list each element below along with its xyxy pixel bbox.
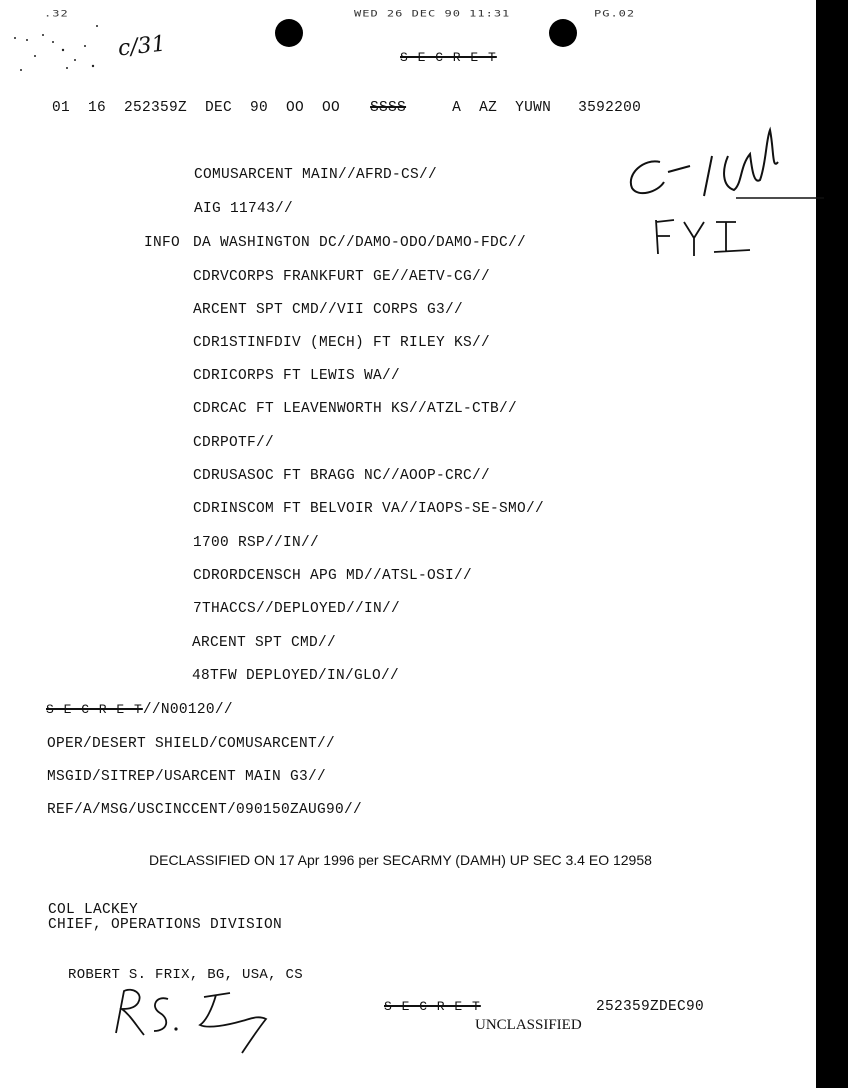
handwritten-routing-mark xyxy=(624,100,824,210)
declassified-notice: DECLASSIFIED ON 17 Apr 1996 per SECARMY (DAMH) UP SEC 3.4 EO 12958 xyxy=(149,852,652,868)
footer-unclassified: UNCLASSIFIED xyxy=(475,1017,582,1033)
poc-title: CHIEF, OPERATIONS DIVISION xyxy=(48,917,283,933)
poc-name: COL LACKEY xyxy=(48,902,139,918)
addressee-aig: AIG 11743// xyxy=(194,201,294,217)
info-addressee: CDRORDCENSCH APG MD//ATSL-OSI// xyxy=(193,568,473,584)
signer-block: ROBERT S. FRIX, BG, USA, CS xyxy=(68,967,303,983)
footer-dtg: 252359ZDEC90 xyxy=(596,999,705,1015)
handwritten-note-top-left: c/31 xyxy=(116,31,167,62)
info-addressee: CDR1STINFDIV (MECH) FT RILEY KS// xyxy=(193,335,491,351)
classification-line-struck: S E C R E T xyxy=(46,702,143,717)
info-addressee: CDRUSASOC FT BRAGG NC//AOOP-CRC// xyxy=(193,468,491,484)
handwritten-signature xyxy=(108,985,278,1055)
info-addressee: 48TFW DEPLOYED/IN/GLO// xyxy=(192,668,400,684)
classification-footer: S E C R E T xyxy=(384,999,481,1014)
info-addressee: ARCENT SPT CMD//VII CORPS G3// xyxy=(193,302,464,318)
info-addressee: 1700 RSP//IN// xyxy=(193,535,320,551)
info-addressee: 7THACCS//DEPLOYED//IN// xyxy=(193,601,401,617)
body-line-ref: REF/A/MSG/USCINCCENT/090150ZAUG90// xyxy=(47,802,363,818)
info-addressee: DA WASHINGTON DC//DAMO-ODO/DAMO-FDC// xyxy=(193,235,527,251)
info-addressee: ARCENT SPT CMD// xyxy=(192,635,337,651)
punch-hole-right xyxy=(549,19,577,47)
message-header-line xyxy=(52,100,641,116)
classification-line-tail: //N00120// xyxy=(142,702,233,718)
message-header-struck: SSSS xyxy=(370,100,407,116)
body-line-oper: OPER/DESERT SHIELD/COMUSARCENT// xyxy=(47,736,336,752)
fax-page-number: PG.02 xyxy=(594,8,636,19)
fax-page-corner: .32 xyxy=(44,8,69,19)
info-addressee: CDRICORPS FT LEWIS WA// xyxy=(193,368,401,384)
message-header-tail: A AZ YUWN 3592200 xyxy=(452,100,642,116)
info-addressee: CDRINSCOM FT BELVOIR VA//IAOPS-SE-SMO// xyxy=(193,501,545,517)
addressee-action: COMUSARCENT MAIN//AFRD-CS// xyxy=(194,167,438,183)
classification-top: S E C R E T xyxy=(400,50,497,65)
punch-hole-left xyxy=(275,19,303,47)
info-addressee: CDRPOTF// xyxy=(193,435,275,451)
info-label: INFO xyxy=(144,235,181,251)
scan-speckles xyxy=(5,20,115,80)
handwritten-fyi xyxy=(652,214,762,264)
info-addressee: CDRVCORPS FRANKFURT GE//AETV-CG// xyxy=(193,269,491,285)
body-line-msgid: MSGID/SITREP/USARCENT MAIN G3// xyxy=(47,769,327,785)
message-header-prefix: 01 16 252359Z DEC 90 OO OO xyxy=(52,100,341,116)
fax-timestamp: WED 26 DEC 90 11:31 xyxy=(354,8,511,19)
info-addressee: CDRCAC FT LEAVENWORTH KS//ATZL-CTB// xyxy=(193,401,518,417)
classification-line xyxy=(46,702,233,718)
